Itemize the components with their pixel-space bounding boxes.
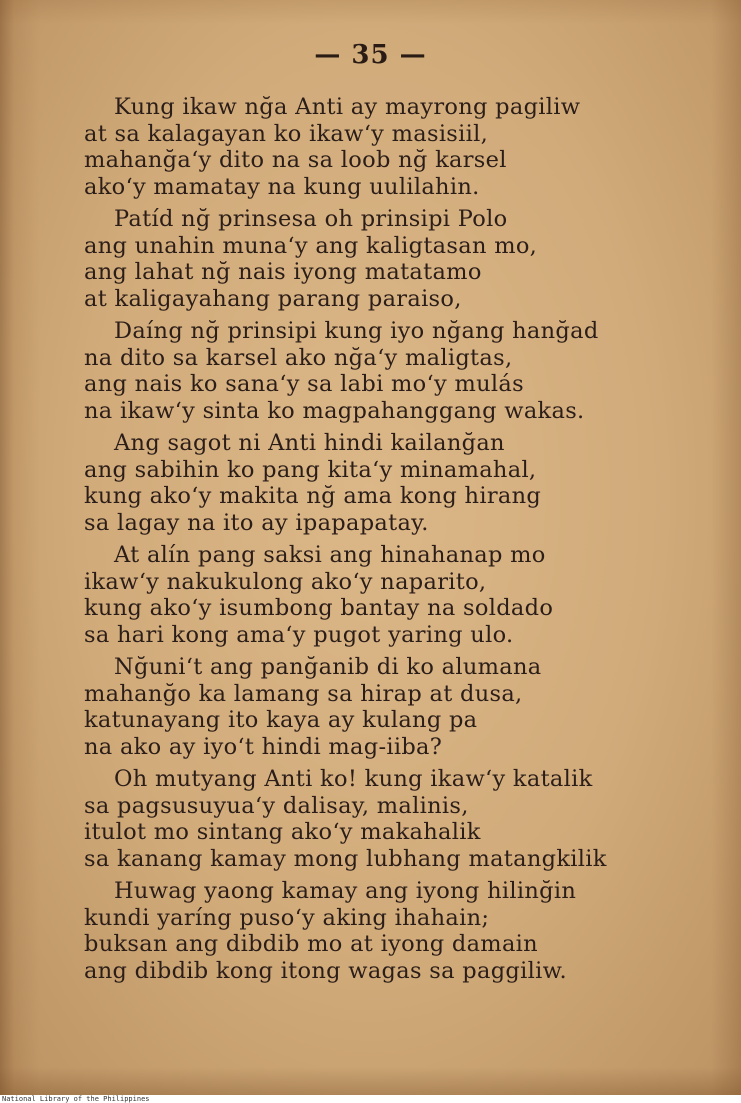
stanza: [84, 94, 684, 200]
verse-line: Huwag yaong kamay ang iyong hilinğin: [114, 878, 577, 904]
verse-line: sa kanang kamay mong lubhang matangkilik: [84, 845, 607, 872]
library-credit: National Library of the Philippines: [2, 1095, 150, 1103]
verse-line: itulot mo sintang ako‘y makahalik: [84, 819, 481, 845]
verse-line: buksan ang dibdib mo at iyong damain: [84, 931, 538, 957]
verse-line: ang lahat nğ nais iyong matatamo: [84, 259, 482, 285]
verse-line: sa hari kong ama‘y pugot yaring ulo.: [84, 621, 514, 648]
verse-line: ang unahin muna‘y ang kaligtasan mo,: [84, 232, 538, 259]
stanza: [84, 766, 684, 872]
verse-line: at kaligayahang parang paraiso,: [84, 285, 462, 312]
verse-line: Daíng nğ prinsipi kung iyo nğang hanğad: [114, 318, 599, 344]
verse-line: Patíd nğ prinsesa oh prinsipi Polo: [114, 206, 508, 232]
verse-line: mahanğo ka lamang sa hirap at dusa,: [84, 680, 523, 707]
verse-line: at sa kalagayan ko ikaw‘y masisiil,: [84, 120, 489, 147]
verse-line: sa lagay na ito ay ipapapatay.: [84, 509, 429, 536]
stanza: [84, 542, 684, 648]
verse-line: ang sabihin ko pang kita‘y minamahal,: [84, 456, 537, 483]
verse-line: na ako ay iyo‘t hindi mag-iiba?: [84, 733, 443, 760]
page-number: — 35 —: [314, 40, 427, 70]
verse-line: ako‘y mamatay na kung uulilahin.: [84, 173, 480, 200]
verse-line: At alín pang saksi ang hinahanap mo: [114, 542, 546, 568]
verse-line: na dito sa karsel ako nğa‘y maligtas,: [84, 344, 513, 371]
verse-line: mahanğa‘y dito na sa loob nğ karsel: [84, 147, 507, 173]
stanza: [84, 878, 684, 984]
verse-line: katunayang ito kaya ay kulang pa: [84, 707, 478, 733]
stanza: [84, 206, 684, 312]
verse-line: sa pagsusuyua‘y dalisay, malinis,: [84, 792, 469, 819]
stanza: [84, 430, 684, 536]
verse-line: Oh mutyang Anti ko! kung ikaw‘y katalik: [114, 766, 593, 792]
verse-line: ikaw‘y nakukulong ako‘y naparito,: [84, 568, 487, 595]
verse-line: kung ako‘y makita nğ ama kong hirang: [84, 483, 542, 509]
poem-text: [84, 94, 684, 990]
verse-line: ang dibdib kong itong wagas sa paggiliw.: [84, 957, 567, 984]
verse-line: kundi yaríng puso‘y aking ihahain;: [84, 904, 490, 931]
verse-line: ang nais ko sana‘y sa labi mo‘y mulás: [84, 371, 524, 397]
stanza: [84, 318, 684, 424]
verse-line: kung ako‘y isumbong bantay na soldado: [84, 595, 554, 621]
verse-line: na ikaw‘y sinta ko magpahanggang wakas.: [84, 397, 585, 424]
stanza: [84, 654, 684, 760]
verse-line: Ang sagot ni Anti hindi kailanğan: [114, 430, 505, 456]
verse-line: Nğuni‘t ang panğanib di ko alumana: [114, 654, 542, 680]
verse-line: Kung ikaw nğa Anti ay mayrong pagiliw: [114, 94, 581, 120]
